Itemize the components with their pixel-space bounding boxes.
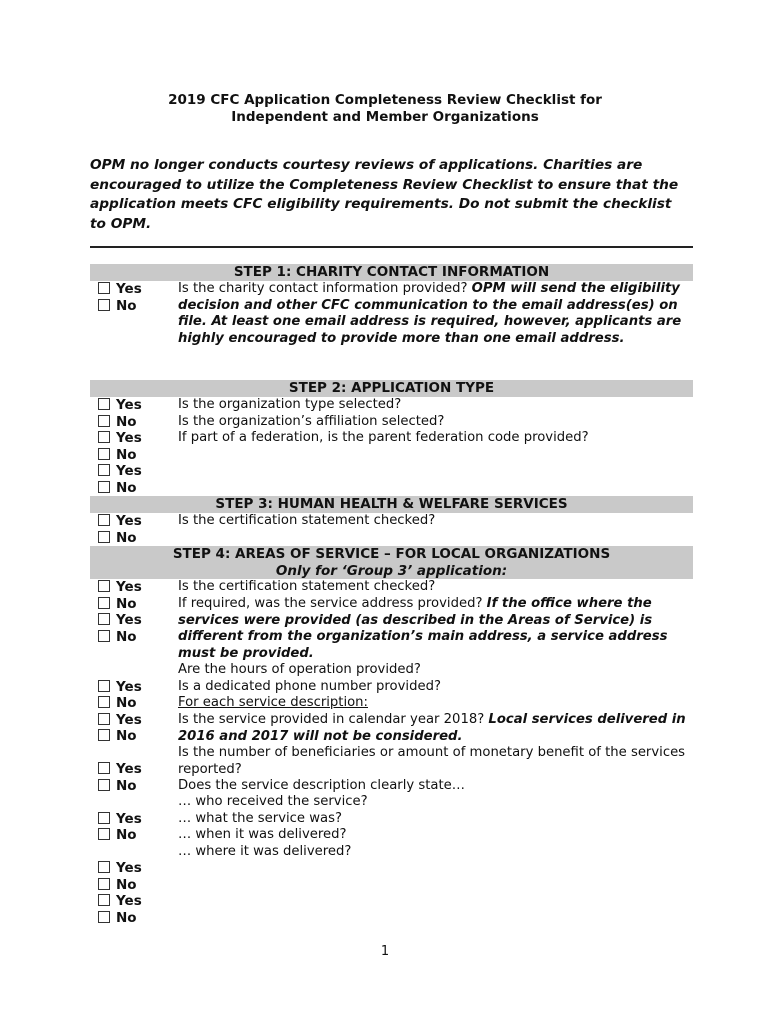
step3-q1-no-checkbox[interactable] [98,530,137,547]
step4-q2-no-checkbox[interactable] [98,629,137,646]
step4-question-1: Is the certification statement checked? [178,579,436,594]
step1-question-1 [178,281,688,347]
horizontal-rule [90,246,693,248]
yes-label: Yes [116,679,142,695]
step4-question-6 [178,712,688,745]
checkbox-icon [98,431,110,443]
step4-q1-yes-checkbox[interactable] [98,579,142,596]
step4-q9-no-checkbox[interactable] [98,910,137,927]
yes-label: Yes [116,811,142,827]
step4-q8-no-checkbox[interactable] [98,877,137,894]
document-title [90,92,680,126]
checkbox-icon [98,464,110,476]
checkbox-icon [98,696,110,708]
checkbox-icon [98,481,110,493]
step3-heading [90,496,693,513]
step2-q1-yes-checkbox[interactable] [98,397,142,414]
no-label: No [116,480,137,496]
checkbox-icon [98,282,110,294]
no-label: No [116,596,137,612]
page-number: 1 [380,944,390,959]
step4-subheading: Only for ‘Group 3’ application: [275,562,508,579]
step2-heading-text: STEP 2: APPLICATION TYPE [288,380,495,396]
step4-q6-yes-checkbox[interactable] [98,761,142,778]
checkbox-icon [98,828,110,840]
step3-q1-yes-checkbox[interactable] [98,513,142,530]
yes-label: Yes [116,612,142,628]
yes-label: Yes [116,579,142,595]
checkbox-icon [98,448,110,460]
step4-q7-no-checkbox[interactable] [98,827,137,844]
yes-label: Yes [116,761,142,777]
checkbox-icon [98,779,110,791]
step4-q8-yes-checkbox[interactable] [98,860,142,877]
step4-q1-no-checkbox[interactable] [98,596,137,613]
step4-question-2 [178,596,688,662]
step4-q2-yes-checkbox[interactable] [98,612,142,629]
step2-question-2: Is the organization’s affiliation selected? [178,414,445,429]
step4-q7-yes-checkbox[interactable] [98,811,142,828]
step4-question-8b: … what the service was? [178,811,342,826]
no-label: No [116,910,137,926]
yes-label: Yes [116,430,142,446]
step4-heading-text: STEP 4: AREAS OF SERVICE – FOR LOCAL ORGANIZATIONS [172,546,611,562]
checkbox-icon [98,299,110,311]
checkbox-icon [98,680,110,692]
step2-question-3: If part of a federation, is the parent federation code provided? [178,430,589,445]
step4-heading [90,546,693,579]
checkbox-icon [98,531,110,543]
checkbox-icon [98,630,110,642]
no-label: No [116,414,137,430]
question-text: Is the service provided in calendar year 2018? [178,712,489,727]
yes-label: Yes [116,712,142,728]
step3-heading-text: STEP 3: HUMAN HEALTH & WELFARE SERVICES [215,496,568,512]
no-label: No [116,778,137,794]
question-text: Is the charity contact information provided? [178,281,472,296]
step4-question-8d: … where it was delivered? [178,844,352,859]
question-note: If the office where the services were provided (as described in the Areas of Service) is different from the organization’s main address, a service address must be provided. [178,596,668,661]
question-note: OPM will send the eligibility decision and other CFC communication to the email address(es) on file. At least one email address is required, however, applicants are highly encouraged to provide more than one email address. [178,281,682,346]
step4-question-8: Does the service description clearly state… [178,778,465,793]
question-text: For each service description: [178,695,368,710]
no-label: No [116,530,137,546]
step3-question-1: Is the certification statement checked? [178,513,436,528]
yes-label: Yes [116,893,142,909]
step4-question-7: Is the number of beneficiaries or amount of monetary benefit of the services reported? [178,745,686,777]
checkbox-icon [98,861,110,873]
no-label: No [116,877,137,893]
title-line-2: Independent and Member Organizations [231,109,539,125]
step4-q3-yes-checkbox[interactable] [98,679,142,696]
step4-question-8a: … who received the service? [178,794,368,809]
step2-q3-no-checkbox[interactable] [98,480,137,497]
checkbox-icon [98,713,110,725]
checkbox-icon [98,415,110,427]
step4-q4-yes-checkbox[interactable] [98,712,142,729]
checkbox-icon [98,762,110,774]
step2-heading [90,380,693,397]
no-label: No [116,695,137,711]
checkbox-icon [98,894,110,906]
yes-label: Yes [116,281,142,297]
question-note: Local services delivered in 2016 and 2017 will not be considered. [178,712,686,744]
step4-q4-no-checkbox[interactable] [98,728,137,745]
checkbox-icon [98,812,110,824]
checkbox-icon [98,580,110,592]
checkbox-icon [98,729,110,741]
question-text: If required, was the service address provided? [178,596,487,611]
yes-label: Yes [116,860,142,876]
step1-q1-no-checkbox[interactable] [98,298,137,315]
step2-q2-no-checkbox[interactable] [98,447,137,464]
step2-q3-yes-checkbox[interactable] [98,463,142,480]
step2-question-1: Is the organization type selected? [178,397,402,412]
no-label: No [116,298,137,314]
step1-heading [90,264,693,281]
step1-heading-text: STEP 1: CHARITY CONTACT INFORMATION [233,264,550,280]
checkbox-icon [98,911,110,923]
step4-q3-no-checkbox[interactable] [98,695,137,712]
step2-q2-yes-checkbox[interactable] [98,430,142,447]
step2-q1-no-checkbox[interactable] [98,414,137,431]
checkbox-icon [98,398,110,410]
no-label: No [116,447,137,463]
checkbox-icon [98,514,110,526]
checkbox-icon [98,597,110,609]
no-label: No [116,827,137,843]
checkbox-icon [98,613,110,625]
no-label: No [116,629,137,645]
yes-label: Yes [116,397,142,413]
title-line-1: 2019 CFC Application Completeness Review Checklist for [168,92,602,108]
intro-paragraph: OPM no longer conducts courtesy reviews of applications. Charities are encouraged to utilize the Completeness Review Checklist to ensure that the application meets CFC eligibility requirements. Do not submit the checklist to OPM. [90,157,679,232]
step4-q6-no-checkbox[interactable] [98,778,137,795]
step4-question-3: Are the hours of operation provided? [178,662,421,677]
no-label: No [116,728,137,744]
step1-q1-yes-checkbox[interactable] [98,281,142,298]
checkbox-icon [98,878,110,890]
step4-question-4: Is a dedicated phone number provided? [178,679,441,694]
step4-question-5 [178,695,688,712]
yes-label: Yes [116,513,142,529]
yes-label: Yes [116,463,142,479]
step4-question-8c: … when it was delivered? [178,827,347,842]
step4-q9-yes-checkbox[interactable] [98,893,142,910]
